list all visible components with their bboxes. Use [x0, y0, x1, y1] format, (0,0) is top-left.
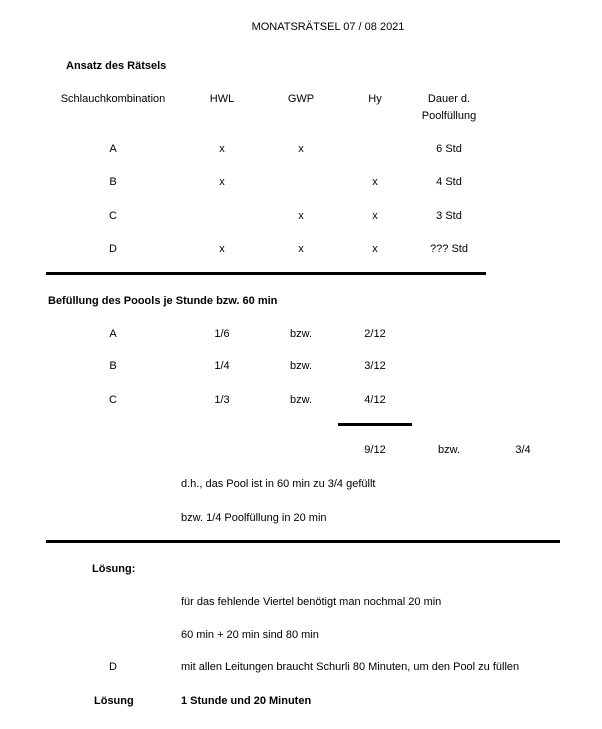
ansatz-row-d-hwl: x: [219, 243, 225, 255]
befuellung-sum: 9/12: [364, 444, 386, 456]
befuellung-heading: Befüllung des Poools je Stunde bzw. 60 min: [48, 295, 278, 307]
loesung-heading: Lösung:: [92, 563, 136, 575]
loesung-line-1: für das fehlende Viertel benötigt man nochmal 20 min: [181, 596, 442, 608]
section-divider-2: [46, 540, 560, 543]
page-title: MONATSRÄTSEL 07 / 08 2021: [251, 21, 405, 33]
ansatz-heading: Ansatz des Rätsels: [66, 60, 167, 72]
ansatz-row-d-dauer: ??? Std: [430, 243, 468, 255]
col-header-hy: Hy: [368, 93, 382, 105]
befuellung-row-c-fraction: 1/3: [214, 394, 230, 406]
ansatz-row-b-hwl: x: [219, 176, 225, 188]
befuellung-row-b-bzw: bzw.: [289, 360, 313, 372]
ansatz-row-a-dauer: 6 Std: [436, 143, 462, 155]
col-header-schlauchkombination: Schlauchkombination: [60, 93, 166, 105]
befuellung-note-2: bzw. 1/4 Poolfüllung in 20 min: [181, 512, 327, 524]
befuellung-row-c-label: C: [109, 394, 117, 406]
col-header-dauer: Dauer d.: [427, 93, 471, 105]
loesung-line-3: mit allen Leitungen braucht Schurli 80 Minuten, um den Pool zu füllen: [181, 661, 520, 673]
ansatz-row-d-label: D: [109, 243, 117, 255]
ansatz-row-c-gwp: x: [298, 210, 304, 222]
ansatz-row-a-hwl: x: [219, 143, 225, 155]
befuellung-row-b-twelfths: 3/12: [364, 360, 386, 372]
sum-underline: [338, 423, 412, 426]
befuellung-row-a-twelfths: 2/12: [364, 328, 386, 340]
befuellung-row-a-label: A: [109, 328, 117, 340]
ansatz-row-a-gwp: x: [298, 143, 304, 155]
befuellung-note-1: d.h., das Pool ist in 60 min zu 3/4 gefüllt: [181, 478, 376, 490]
befuellung-sum-result: 3/4: [515, 444, 531, 456]
befuellung-row-b-fraction: 1/4: [214, 360, 230, 372]
section-divider-1: [46, 272, 486, 275]
ansatz-row-b-dauer: 4 Std: [436, 176, 462, 188]
ansatz-row-c-dauer: 3 Std: [436, 210, 462, 222]
befuellung-row-b-label: B: [109, 360, 117, 372]
loesung-line-2: 60 min + 20 min sind 80 min: [181, 629, 319, 641]
ansatz-row-d-gwp: x: [298, 243, 304, 255]
ansatz-row-a-label: A: [109, 143, 117, 155]
befuellung-row-a-fraction: 1/6: [214, 328, 230, 340]
ansatz-row-d-hy: x: [372, 243, 378, 255]
ansatz-row-c-label: C: [109, 210, 117, 222]
ansatz-row-b-hy: x: [372, 176, 378, 188]
befuellung-row-c-bzw: bzw.: [289, 394, 313, 406]
col-header-gwp: GWP: [287, 93, 315, 105]
final-solution-label: Lösung: [94, 695, 134, 707]
befuellung-row-a-bzw: bzw.: [289, 328, 313, 340]
befuellung-sum-bzw: bzw.: [437, 444, 461, 456]
befuellung-row-c-twelfths: 4/12: [364, 394, 386, 406]
final-solution-value: 1 Stunde und 20 Minuten: [181, 695, 312, 707]
loesung-d-label: D: [109, 661, 117, 673]
col-header-poolfuellung: Poolfüllung: [421, 110, 477, 122]
ansatz-row-c-hy: x: [372, 210, 378, 222]
ansatz-row-b-label: B: [109, 176, 117, 188]
col-header-hwl: HWL: [209, 93, 235, 105]
